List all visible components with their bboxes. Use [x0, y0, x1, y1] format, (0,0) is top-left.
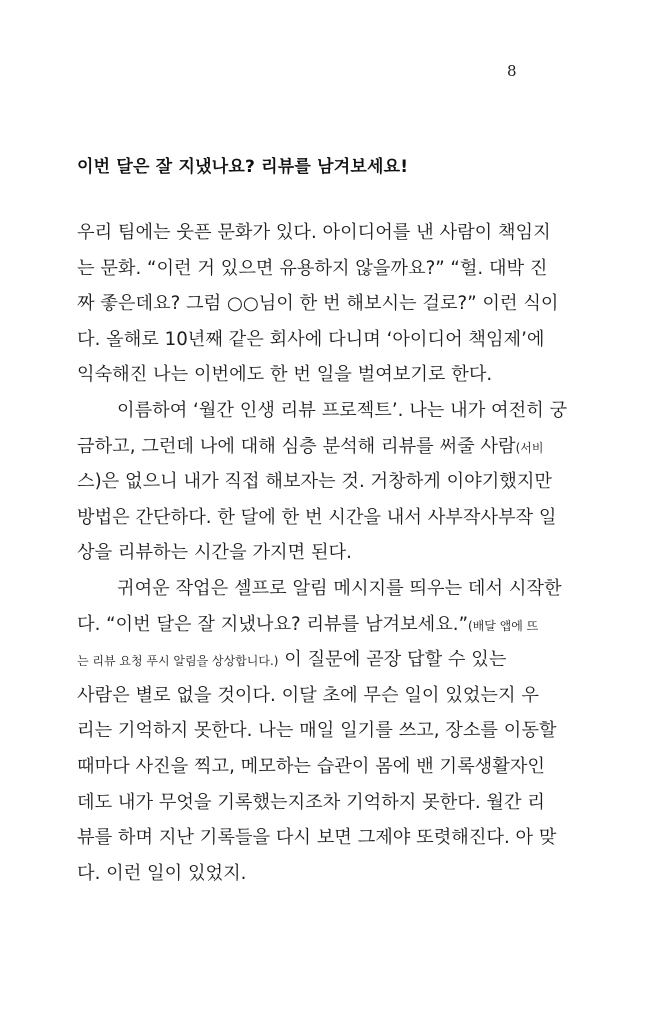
page-number: 8 [507, 62, 517, 80]
paragraph-1-line-2: 는 문화. “이런 거 있으면 유용하지 않을까요?” “헐. 대박 진 [77, 257, 548, 279]
paragraph-3-line-5: 리는 기억하지 못한다. 나는 매일 일기를 쓰고, 장소를 이동할 [77, 720, 557, 742]
paragraph-3-line-9: 다. 이런 일이 있었지. [77, 862, 247, 884]
body-text [77, 215, 577, 891]
paragraph-3-line-3-text: 이 질문에 곧장 답할 수 있는 [284, 649, 507, 671]
section-heading: 이번 달은 잘 지냈나요? 리뷰를 남겨보세요! [77, 157, 409, 177]
paragraph-3-line-6: 때마다 사진을 찍고, 메모하는 습관이 몸에 밴 기록생활자인 [77, 755, 545, 777]
paragraph-2-line-2 [77, 429, 577, 465]
paragraph-1-line-4: 다. 올해로 10년째 같은 회사에 다니며 ‘아이디어 책임제’에 [77, 328, 545, 350]
paragraph-3-line-2 [77, 607, 577, 643]
paragraph-3-line-8: 뷰를 하며 지난 기록들을 다시 보면 그제야 또렷해진다. 아 맞 [77, 827, 557, 849]
paragraph-3-line-3-aside: 는 리뷰 요청 푸시 알림을 상상합니다.) [77, 654, 279, 669]
paragraph-1-line-3: 짜 좋은데요? 그럼 ○○님이 한 번 해보시는 걸로?” 이런 식이 [77, 293, 559, 315]
paragraph-2-line-2-text: 금하고, 그런데 나에 대해 심층 분석해 리뷰를 써줄 사람 [77, 435, 516, 457]
paragraph-2-line-1: 이름하여 ‘월간 인생 리뷰 프로젝트’. 나는 내가 여전히 궁 [117, 399, 568, 421]
paragraph-3-line-3 [77, 642, 577, 678]
paragraph-2-line-4: 방법은 간단하다. 한 달에 한 번 시간을 내서 사부작사부작 일 [77, 506, 557, 528]
paragraph-2-line-2-aside: (서비 [515, 440, 544, 455]
paragraph-1-line-5: 익숙해진 나는 이번에도 한 번 일을 벌여보기로 한다. [77, 364, 493, 386]
paragraph-1-line-1: 우리 팀에는 웃픈 문화가 있다. 아이디어를 낸 사람이 책임지 [77, 222, 551, 243]
paragraph-3-line-4: 사람은 별로 없을 것이다. 이달 초에 무슨 일이 있었는지 우 [77, 684, 539, 706]
paragraph-2-line-5: 상을 리뷰하는 시간을 가지면 된다. [77, 542, 352, 564]
paragraph-2-line-3: 스)은 없으니 내가 직접 해보자는 것. 거창하게 이야기했지만 [77, 471, 553, 493]
paragraph-3-line-7: 데도 내가 무엇을 기록했는지조차 기억하지 못한다. 월간 리 [77, 791, 545, 813]
paragraph-3-line-1: 귀여운 작업은 셀프로 알림 메시지를 띄우는 데서 시작한 [117, 577, 562, 599]
paragraph-3-line-2-text: 다. “이번 달은 잘 지냈나요? 리뷰를 남겨보세요.” [77, 613, 468, 635]
paragraph-3-line-2-aside: (배달 앱에 뜨 [468, 618, 539, 633]
